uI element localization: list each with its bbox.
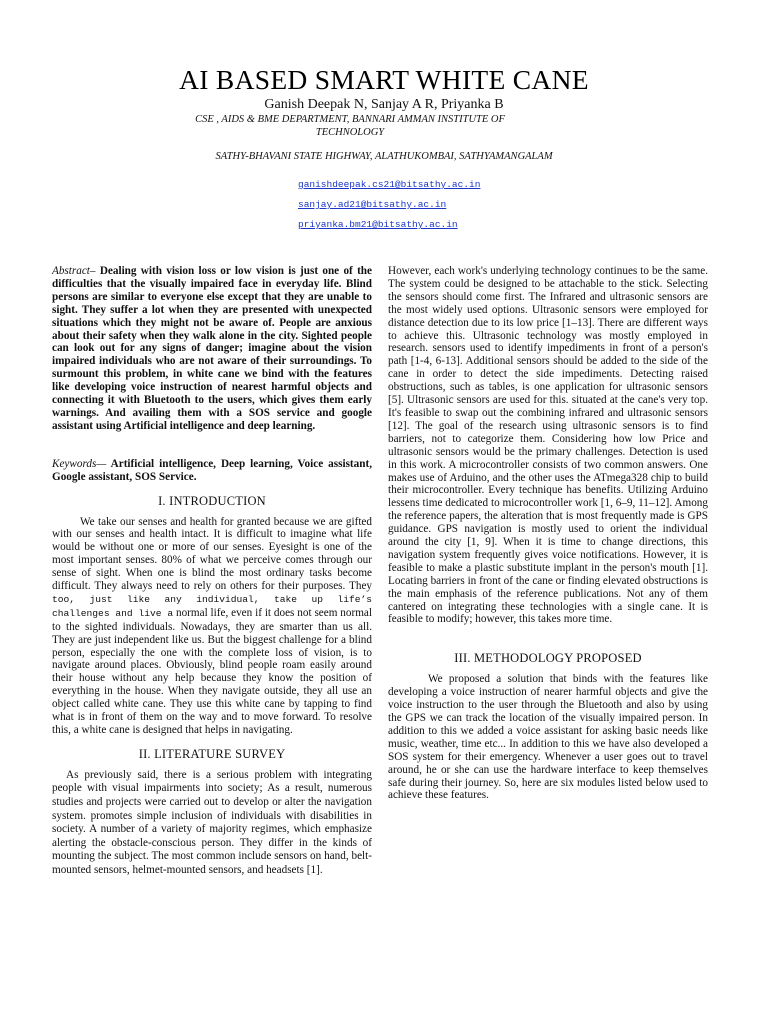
intro-text-part: normal life, even if it does not seem normal to the sighted individuals. Nowadays, they are smarter than us all. They are just independent like us. But the biggest challenge for a blind person, especially the one with the complete loss of vision, is to navigate around places. Obviously, blind people roam easily around their house without any help because they know the position of everything in the house. When they navigate outside, they all use an object called white cane. They use this white cane by tapping to find what is in front of them on the way and to move forward. To resolve this, a white cane is designed that helps in navigating. (52, 606, 372, 736)
keywords-label: Keywords— (52, 457, 107, 470)
section-heading-literature: II. LITERATURE SURVEY (138, 746, 286, 761)
email-link[interactable]: priyanka.bm21@bitsathy.ac.in (298, 219, 458, 230)
literature-text: As previously said, there is a serious problem with integrating people with visual impairments into society; As a result, numerous studies and projects were carried out to develop or alter the navigation system. promotes simple inclusion of individuals with disabilities in society. A number of a variety of majority regimes, which emphasize alerting the obstacle-conscious person. They differ in the kinds of mounting the subject. The most common include sensors on hand, belt-mounted sensors, helmet-mounted sensors, and headsets [1]. (52, 768, 372, 876)
keywords-text: Artificial intelligence, Deep learning, Voice assistant, Google assistant, SOS Service. (52, 457, 372, 483)
abstract-text: Dealing with vision loss or low vision is just one of the difficulties that the visually impaired face in everyday life. Blind persons are similar to everyone else except that they are unable to sight. They suffer a lot when they are presented with unexpected situations which they might not be aware of. People are anxious about their safety when they walk alone in the city. Sighted people can look out for any signs of danger; imagine about the vision impaired individuals who are not aware of their surroundings. To surmount this problem, in white cane we bind with the features like developing voice instruction of nearest harmful objects and connecting it with Bluetooth to the users, which gives them early warnings. And availing them with a SOS service and google assistant using Artificial intelligence and deep learning. (52, 265, 372, 432)
section-heading-methodology: III. METHODOLOGY PROPOSED (454, 651, 642, 666)
intro-text-part: too, just like any individual, take up life’s challenges and live a (52, 593, 372, 619)
keywords (52, 458, 372, 484)
introduction-text (52, 516, 372, 737)
email-link[interactable]: ganishdeepak.cs21@bitsathy.ac.in (298, 179, 481, 190)
left-column (52, 265, 372, 878)
email-list (298, 178, 480, 238)
abstract (52, 265, 372, 433)
abstract-label: Abstract– (52, 265, 96, 277)
section-heading-introduction: I. INTRODUCTION (158, 493, 266, 508)
email-link[interactable]: sanjay.ad21@bitsathy.ac.in (298, 199, 447, 210)
paper-title: AI BASED SMART WHITE CANE (179, 64, 589, 95)
literature-continued-text: However, each work's underlying technology continues to be the same. The system could be designed to be attachable to the stick. Selecting the sensors should come first. The Infrared and ultrasonic sensors are the most widely used options. Ultrasonic sensors were employed for distance detection due to its low price [1–13]. There are different ways to achieve this. Ultrasonic technology was mostly employed in research. sensors used to identify impediments in front of a person's path [1-4, 6-13]. Additional sensors should be added to the side of the cane in order to detect the side impediments. Detecting raised obstructions, such as tables, is one application for ultrasonic sensors [5]. Ultrasonic sensors are used for this. situated at the cane's very top. It's feasible to swap out the combining infrared and ultrasonic sensors [12]. The goal of the research using ultrasonic sensors is to find barriers, not to categorize them. Considering how low Price and ultrasonic sensors would be the primary challenges. Detection is used in this work. A microcontroller consists of two common answers. One makes use of Arduino, and the other uses the ATmega328 chip to build their microcontroller. Every technique has benefits. Utilizing Arduino lessens time dedicated to microcontroller work [1, 6–9, 11–12]. Among the reference papers, the alteration that is most frequently made is GPS guidance. GPS navigation is mostly used to orient the individual around the city [1, 9]. When it is time to change directions, this navigation system frequently gives voice notifications. However, it is feasible to make a plastic substitute implant in the person's mouth [1]. Locating barriers in front of the cane or finding elevated obstructions is the main emphasis of the reference publications. Not any of them cantered on integrating these technologies with a single cane. It is feasible to modify; however, this takes more time. (388, 265, 708, 626)
intro-text-part: We take our senses and health for granted because we are gifted with our senses and health intact. It is difficult to imagine what life would be without one or more of our senses. Eyesight is one of the most important senses. 80% of what we perceive comes through our sense of sight. When one is blind the most ordinary tasks become difficult. They always need to rely on others for their purposes. They (52, 515, 372, 593)
right-column (388, 265, 708, 802)
address: SATHY-BHAVANI STATE HIGHWAY, ALATHUKOMBAI, SATHYAMANGALAM (215, 151, 553, 162)
authors: Ganish Deepak N, Sanjay A R, Priyanka B (264, 97, 504, 112)
affiliation: CSE , AIDS & BME DEPARTMENT, BANNARI AMMAN INSTITUTE OF TECHNOLOGY (195, 114, 505, 138)
methodology-text: We proposed a solution that binds with the features like developing a voice instruction of nearer harmful objects and give the voice instruction to the user through the Bluetooth and also by using the GPS we can track the location of the visually impaired person. In addition to this we added a voice assistant for asking basic needs like music, weather, time etc... In addition to this we have also developed a SOS system for their emergency. Whenever a user goes out to travel around, he or she can use the hardware interface to keep themselves safe during their journey. So, here are six modules listed below used to achieve these features. (388, 673, 708, 802)
